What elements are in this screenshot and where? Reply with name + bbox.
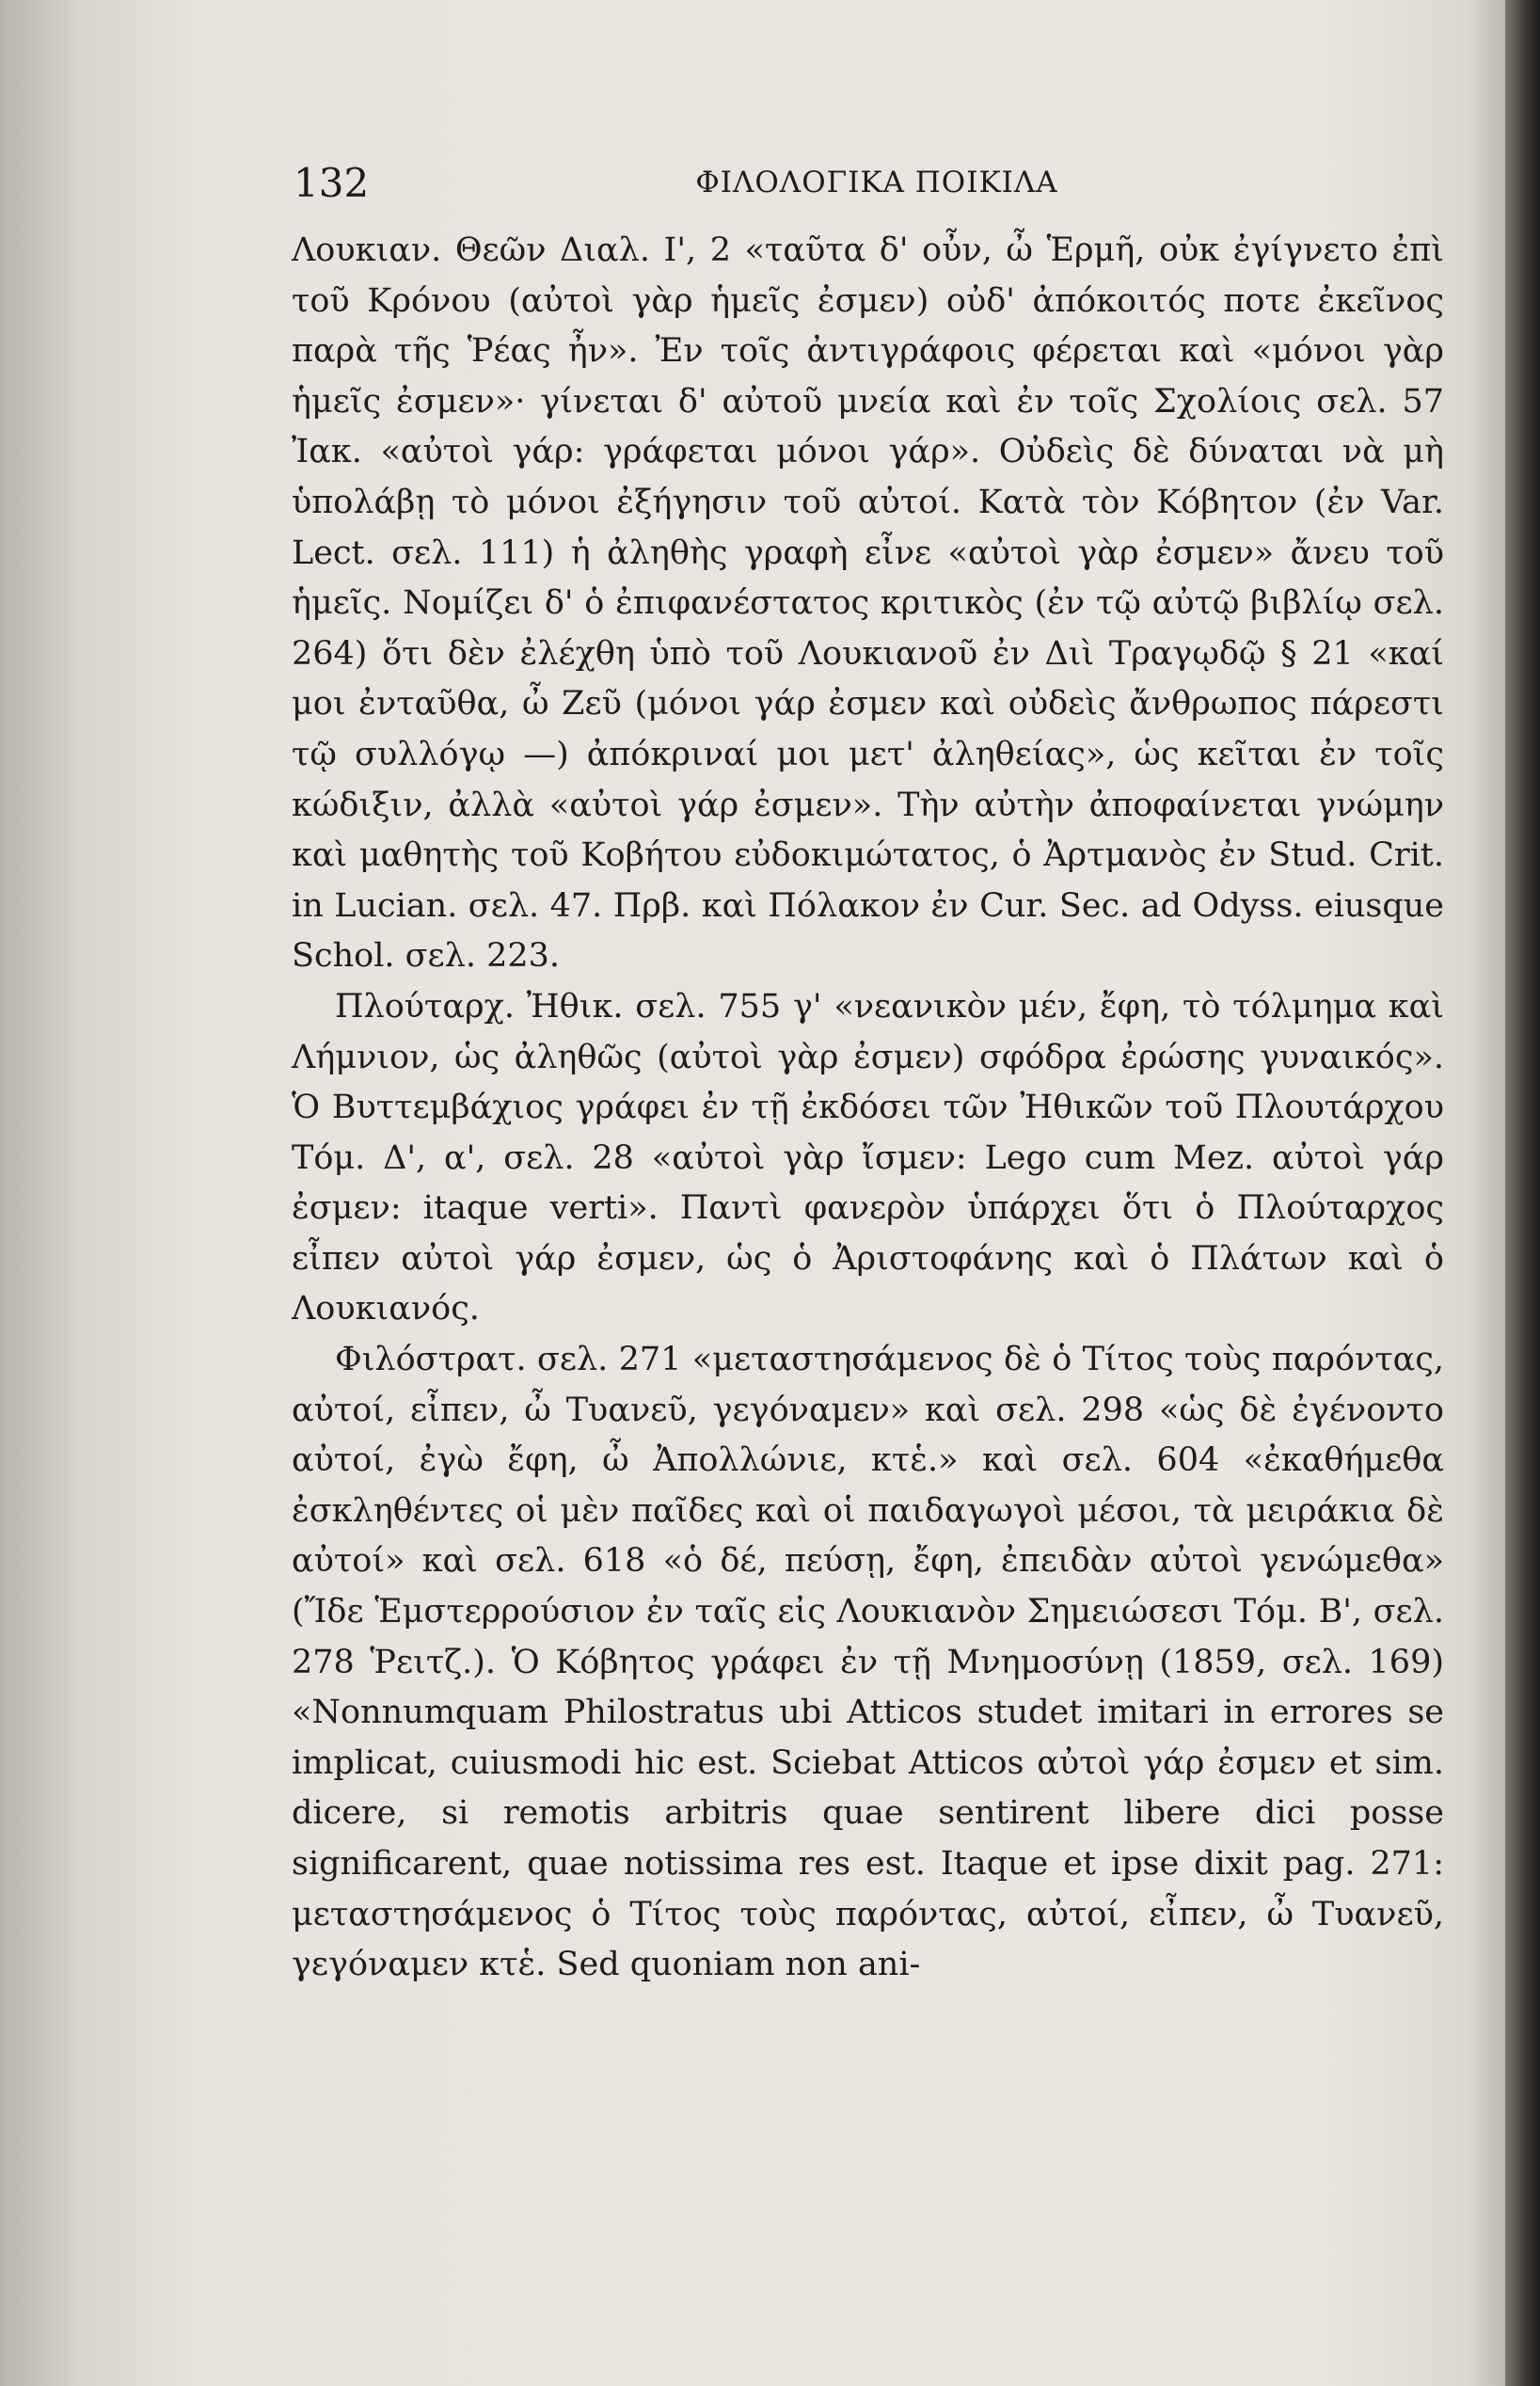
page-number: 132	[294, 160, 370, 206]
paragraph-philostrat: Φιλόστρατ. σελ. 271 «μεταστησάμενος δὲ ὁ Τίτος τοὺς παρόντας, αὐτοί, εἶπεν, ὦ Τυανεῦ, γεγόναμεν» καὶ σελ. 298 «ὡς δὲ ἐγένοντο αὐτοί, ἐγὼ ἔφη, ὦ Ἀπολλώνιε, κτἑ.» καὶ σελ. 604 «ἐκαθήμεθα ἐσκληθέντες οἱ μὲν παῖδες καὶ οἱ παιδαγωγοὶ μέσοι, τὰ μειράκια δὲ αὐτοί» καὶ σελ. 618 «ὁ δέ, πεύσῃ, ἔφη, ἐπειδὰν αὐτοὶ γενώμεθα» (Ἴδε Ἑμστερρούσιον ἐν ταῖς εἰς Λουκιανὸν Σημειώσεσι Τόμ. Β', σελ. 278 Ῥειτζ.). Ὁ Κόβητος γράφει ἐν τῇ Μνημοσύνῃ (1859, σελ. 169) «Nonnumquam Philostratus ubi Atticos studet imitari in errores se implicat, cuiusmodi hic est. Sciebat Atticos αὐτοὶ γάρ ἐσμεν et sim. dicere, si remotis arbitris quae sentirent libere dici posse significarent, quae notissima res est. Itaque et ipse dixit pag. 271: μεταστησάμενος ὁ Τίτος τοὺς παρόντας, αὐτοί, εἶπεν, ὦ Τυανεῦ, γεγόναμεν κτἑ. Sed quoniam non ani-	[292, 1341, 1444, 1984]
page-header	[294, 160, 1460, 216]
binding-shadow	[1505, 0, 1540, 2386]
running-head: ΦΙΛΟΛΟΓΙΚΑ ΠΟΙΚΙΛΑ	[695, 166, 1058, 199]
paragraph-ploutarch: Πλούταρχ. Ἠθικ. σελ. 755 γ' «νεανικὸν μέν, ἔφη, τὸ τόλμημα καὶ Λήμνιον, ὡς ἀληθῶς (αὐτοὶ γὰρ ἐσμεν) σφόδρα ἐρώσης γυναικός». Ὁ Βυττεμβάχιος γράφει ἐν τῇ ἐκδόσει τῶν Ἠθικῶν τοῦ Πλουτάρχου Τόμ. Δ', α', σελ. 28 «αὐτοὶ γὰρ ἴσμεν: Lego cum Mez. αὐτοὶ γάρ ἐσμεν: itaque verti». Παντὶ φανερὸν ὑπάρχει ὅτι ὁ Πλούταρχος εἶπεν αὐτοὶ γάρ ἐσμεν, ὡς ὁ Ἀριστοφάνης καὶ ὁ Πλάτων καὶ ὁ Λουκιανός.	[292, 987, 1444, 1328]
body-text	[292, 226, 1444, 1991]
paragraph-loukian: Λουκιαν. Θεῶν Διαλ. Ι', 2 «ταῦτα δ' οὖν, ὦ Ἑρμῆ, οὐκ ἐγίγνετο ἐπὶ τοῦ Κρόνου (αὐτοὶ γὰρ ἡμεῖς ἐσμεν) οὐδ' ἀπόκοιτός ποτε ἐκεῖνος παρὰ τῆς Ῥέας ἦν». Ἐν τοῖς ἀντιγράφοις φέρεται καὶ «μόνοι γὰρ ἡμεῖς ἐσμεν»· γίνεται δ' αὐτοῦ μνεία καὶ ἐν τοῖς Σχολίοις σελ. 57 Ἰακ. «αὐτοὶ γάρ: γράφεται μόνοι γάρ». Οὐδεὶς δὲ δύναται νὰ μὴ ὑπολάβῃ τὸ μόνοι ἐξήγησιν τοῦ αὐτοί. Κατὰ τὸν Κόβητον (ἐν Var. Lect. σελ. 111) ἡ ἀληθὴς γραφὴ εἶνε «αὐτοὶ γὰρ ἐσμεν» ἄνευ τοῦ ἡμεῖς. Νομίζει δ' ὁ ἐπιφανέστατος κριτικὸς (ἐν τῷ αὐτῷ βιβλίῳ σελ. 264) ὅτι δὲν ἐλέχθη ὑπὸ τοῦ Λουκιανοῦ ἐν Διὶ Τραγῳδῷ § 21 «καί μοι ἐνταῦθα, ὦ Ζεῦ (μόνοι γάρ ἐσμεν καὶ οὐδεὶς ἄνθρωπος πάρεστι τῷ συλλόγῳ —) ἀπόκριναί μοι μετ' ἀληθείας», ὡς κεῖται ἐν τοῖς κώδιξιν, ἀλλὰ «αὐτοὶ γάρ ἐσμεν». Τὴν αὐτὴν ἀποφαίνεται γνώμην καὶ μαθητὴς τοῦ Κοβήτου εὐδοκιμώτατος, ὁ Ἀρτμανὸς ἐν Stud. Crit. in Lucian. σελ. 47. Πρβ. καὶ Πόλακον ἐν Cur. Sec. ad Odyss. eiusque Schol. σελ. 223.	[292, 231, 1444, 976]
